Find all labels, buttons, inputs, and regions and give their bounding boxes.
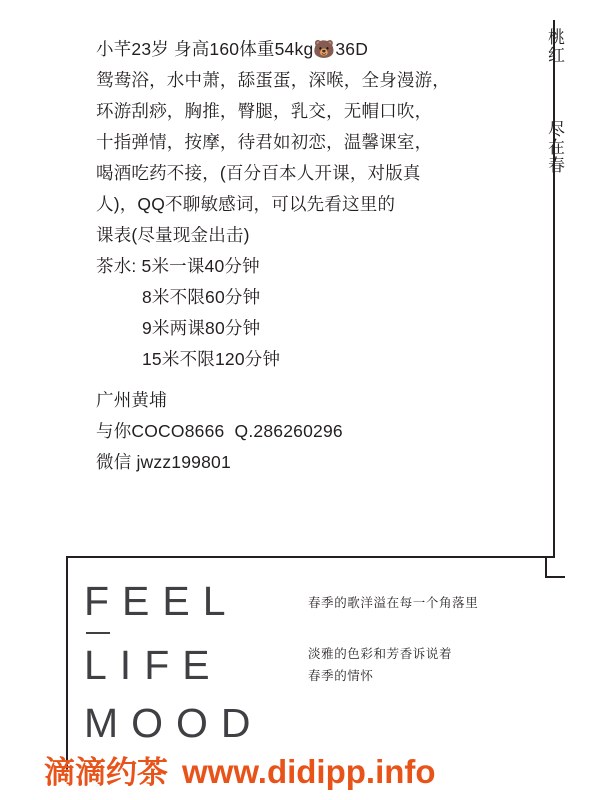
contact-line: 与你COCO8666 Q.286260296 (96, 421, 343, 441)
price-line: 9米两课80分钟 (142, 318, 261, 338)
frame-line-right (553, 20, 555, 558)
mood-word-feel: FEEL (84, 578, 239, 624)
contact-line: 广州黄埔 (96, 390, 167, 410)
frame-line-horizontal (66, 556, 555, 558)
caption-block-2 (308, 643, 452, 687)
body-line: 喝酒吃药不接，(百分百本人开课，对版真 (96, 163, 421, 183)
frame-corner-notch (545, 556, 565, 578)
caption-line-2b: 春季的情怀 (308, 669, 374, 683)
contact-line: 微信 jwzz199801 (96, 452, 231, 472)
bottom-banner (0, 747, 612, 792)
price-line: 15米不限120分钟 (142, 349, 281, 369)
mood-divider-dash (86, 632, 110, 634)
body-line: 十指弹情，按摩，待君如初恋，温馨课室， (96, 132, 433, 152)
body-line: 人)，QQ不聊敏感词，可以先看这里的 (96, 194, 396, 214)
mood-block (84, 572, 264, 752)
mood-word-life: LIFE (84, 642, 223, 688)
body-line: 课表(尽量现金出击) (96, 225, 250, 245)
banner-url-text[interactable]: www.didipp.info (182, 753, 436, 790)
body-text-block (96, 34, 528, 478)
spacer (96, 375, 528, 385)
caption-line-2a: 淡雅的色彩和芳香诉说着 (308, 647, 453, 661)
banner-brand-text: 滴滴约茶 (44, 755, 168, 790)
body-line: 鸳鸯浴，水中萧，舔蛋蛋，深喉，全身漫游， (96, 70, 450, 90)
body-line: 环游刮痧，胸推，臀腿，乳交，无帽口吹， (96, 101, 433, 121)
caption-line-1: 春季的歌洋溢在每一个角落里 (308, 596, 479, 610)
frame-line-left (66, 556, 68, 771)
mood-word-mood: MOOD (84, 700, 264, 746)
price-line: 茶水: 5米一课40分钟 (96, 256, 260, 276)
price-line: 8米不限60分钟 (142, 287, 261, 307)
body-line: 小芊23岁 身高160体重54kg🐻36D (96, 39, 369, 59)
